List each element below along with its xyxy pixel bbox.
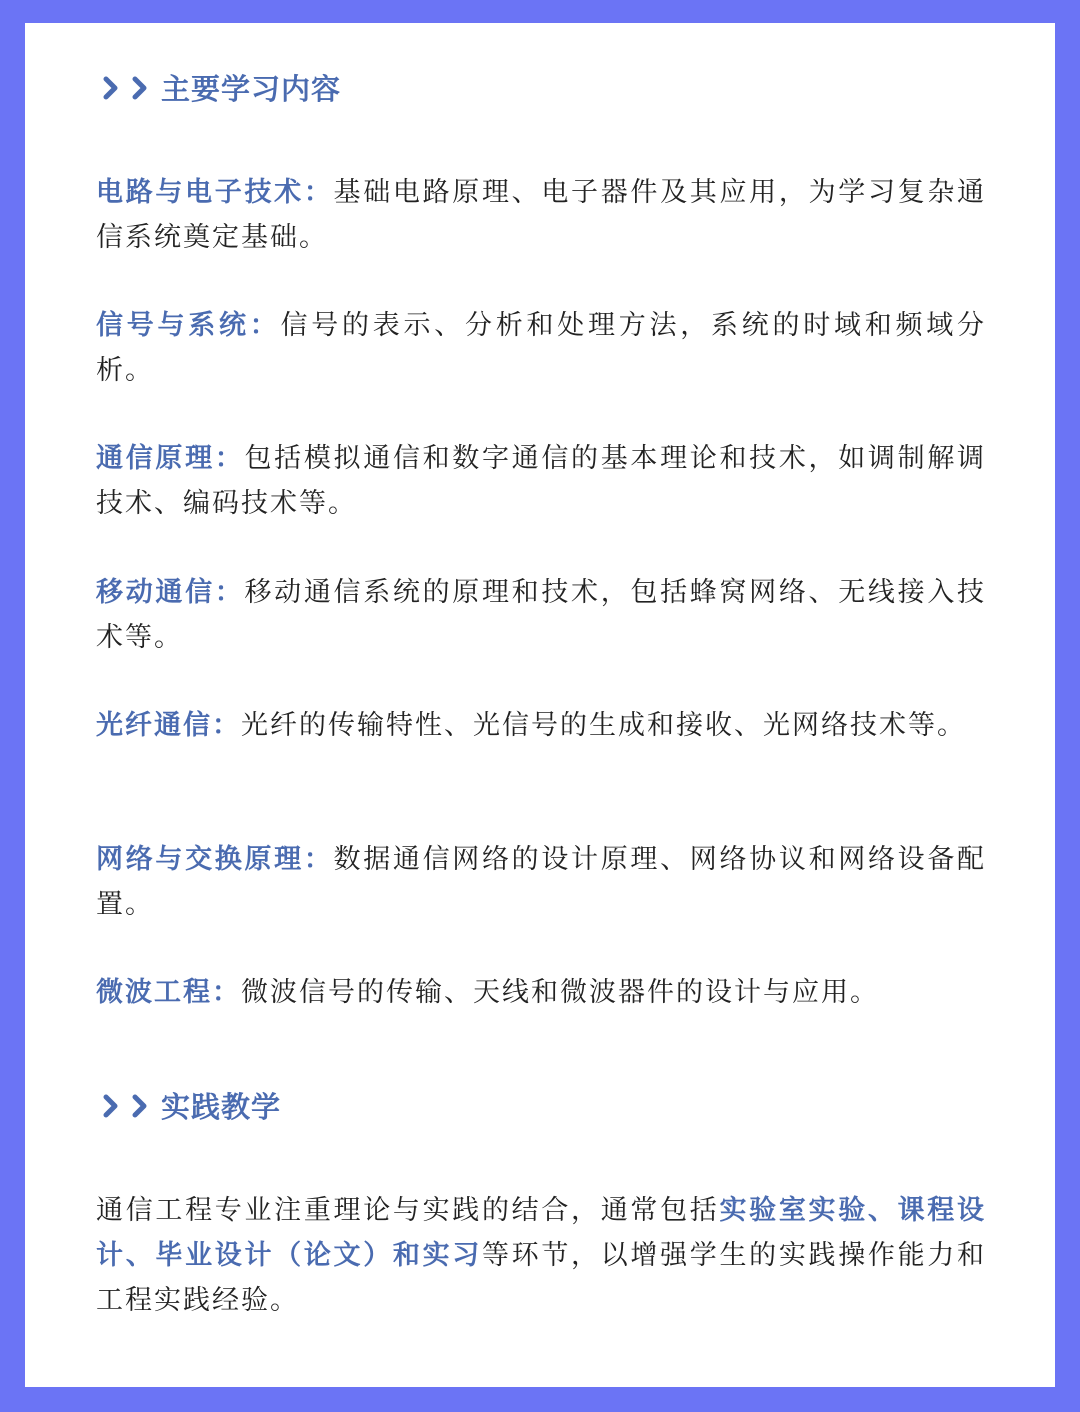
course-item: [96, 970, 986, 1015]
section-title-text: 主要学习内容: [161, 72, 342, 106]
course-desc: 光纤的传输特性、光信号的生成和接收、光网络技术等。: [241, 710, 966, 741]
course-desc: 移动通信系统的原理和技术，包括蜂窝网络、无线接入技术等。: [96, 577, 987, 653]
course-item: [96, 570, 986, 660]
course-item: [96, 837, 986, 927]
course-name: 光纤通信：: [96, 710, 241, 741]
course-name: 微波工程：: [96, 977, 241, 1008]
course-item: [96, 703, 986, 748]
course-desc: 信号的表示、分析和处理方法，系统的时域和频域分析。: [96, 310, 986, 386]
practice-highlight: 实验室实验、课程设计、毕业设计（论文）和实习: [96, 1195, 987, 1271]
double-chevron-right-icon: [97, 74, 147, 102]
course-name: 移动通信：: [96, 577, 245, 608]
practice-paragraph: [96, 1188, 986, 1323]
course-desc: 数据通信网络的设计原理、网络协议和网络设备配置。: [96, 844, 987, 920]
double-chevron-right-icon: [97, 1092, 147, 1120]
course-item: [96, 436, 986, 526]
course-desc: 基础电路原理、电子器件及其应用，为学习复杂通信系统奠定基础。: [96, 177, 987, 253]
course-name: 信号与系统：: [96, 310, 281, 341]
practice-text-after: 等环节，以增强学生的实践操作能力和工程实践经验。: [96, 1240, 987, 1316]
course-item: [96, 303, 986, 393]
section-title-main-courses: [97, 67, 341, 108]
course-name: 电路与电子技术：: [96, 177, 334, 208]
course-desc: 微波信号的传输、天线和微波器件的设计与应用。: [241, 977, 879, 1008]
practice-text-before: 通信工程专业注重理论与实践的结合，通常包括: [96, 1195, 720, 1226]
section-title-text: 实践教学: [161, 1090, 282, 1124]
section-title-practice: [97, 1085, 281, 1126]
course-item: [96, 170, 986, 260]
course-desc: 包括模拟通信和数字通信的基本理论和技术，如调制解调技术、编码技术等。: [96, 443, 987, 519]
course-name: 网络与交换原理：: [96, 844, 334, 875]
course-name: 通信原理：: [96, 443, 245, 474]
content-card: [25, 23, 1055, 1387]
